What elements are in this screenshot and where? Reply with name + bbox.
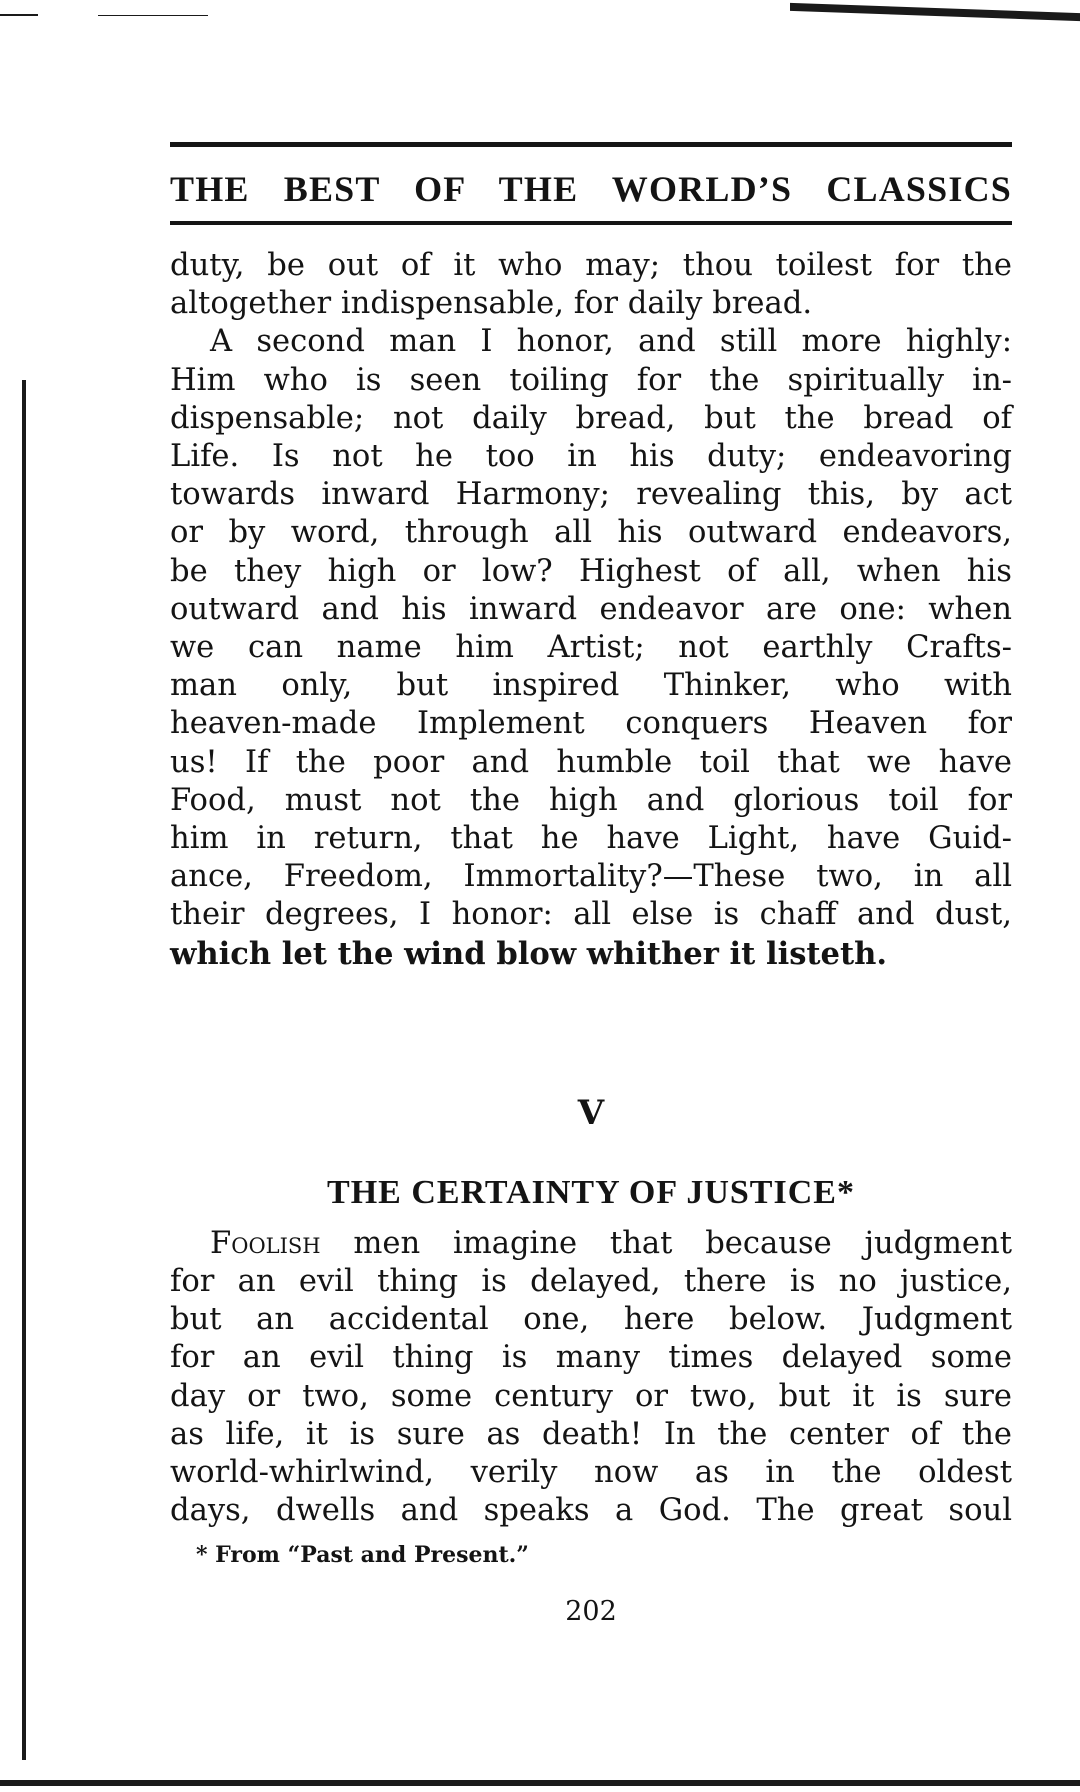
- section-title: THE CERTAINTY OF JUSTICE*: [327, 1173, 855, 1211]
- text-line: their degrees, I honor: all else is chaff and dust,: [170, 897, 1012, 933]
- text-line: but an accidental one, here below. Judgment: [170, 1302, 1012, 1338]
- text-line: altogether indispensable, for daily bread.: [170, 286, 813, 322]
- text-line-first: [170, 1225, 1012, 1263]
- text-line: A second man I honor, and still more highly:: [210, 324, 1012, 360]
- paragraph-1: [170, 247, 1012, 323]
- scan-edge-top-mid: [98, 15, 208, 16]
- scan-edge-top-left: [0, 14, 38, 16]
- text-line: Him who is seen toiling for the spiritually in-: [170, 362, 1012, 398]
- text-line: or by word, through all his outward endeavors,: [170, 515, 1012, 551]
- text-line: him in return, that he have Light, have Guid-: [170, 821, 1012, 857]
- text-line: for an evil thing is many times delayed some: [170, 1340, 1012, 1376]
- paragraph-2: [170, 323, 1012, 972]
- footnote: * From “Past and Present.”: [196, 1542, 529, 1569]
- text-line: towards inward Harmony; revealing this, by act: [170, 477, 1012, 513]
- scan-edge-top-right: [790, 3, 1080, 21]
- text-line: which let the wind blow whither it listeth.: [170, 935, 888, 972]
- scan-edge-left: [22, 380, 26, 1760]
- header-rule-bottom: [170, 221, 1012, 225]
- text-line: days, dwells and speaks a God. The great soul: [170, 1493, 1012, 1529]
- scan-edge-bottom: [0, 1780, 1080, 1786]
- text-line: Food, must not the high and glorious toil for: [170, 782, 1012, 818]
- text-line: for an evil thing is delayed, there is no justice,: [170, 1264, 1012, 1300]
- text-line: man only, but inspired Thinker, who with: [170, 668, 1012, 704]
- header-rule-top: [170, 142, 1012, 147]
- first-line-rest: men imagine that because judgment: [320, 1225, 1012, 1261]
- text-line: be they high or low? Highest of all, when his: [170, 553, 1012, 589]
- text-line: as life, it is sure as death! In the center of the: [170, 1416, 1012, 1452]
- text-line: us! If the poor and humble toil that we have: [170, 744, 1012, 780]
- book-page: [170, 142, 1012, 1628]
- section-number: V: [577, 1092, 605, 1133]
- paragraph-3: [170, 1225, 1012, 1531]
- text-line: heaven-made Implement conquers Heaven for: [170, 706, 1012, 742]
- text-line: duty, be out of it who may; thou toilest for the: [170, 248, 1012, 283]
- text-line: ance, Freedom, Immortality?—These two, in all: [170, 859, 1012, 895]
- running-head: THE BEST OF THE WORLD’S CLASSICS: [170, 169, 1012, 209]
- page-number: 202: [565, 1596, 617, 1628]
- first-word: Foolish: [210, 1225, 321, 1261]
- text-line: outward and his inward endeavor are one: when: [170, 591, 1012, 627]
- text-line: Life. Is not he too in his duty; endeavoring: [170, 439, 1012, 475]
- text-line: day or two, some century or two, but it is sure: [170, 1378, 1012, 1414]
- text-line: dispensable; not daily bread, but the bread of: [170, 400, 1012, 436]
- text-line: world-whirlwind, verily now as in the oldest: [170, 1455, 1012, 1491]
- text-line: we can name him Artist; not earthly Crafts-: [170, 630, 1012, 666]
